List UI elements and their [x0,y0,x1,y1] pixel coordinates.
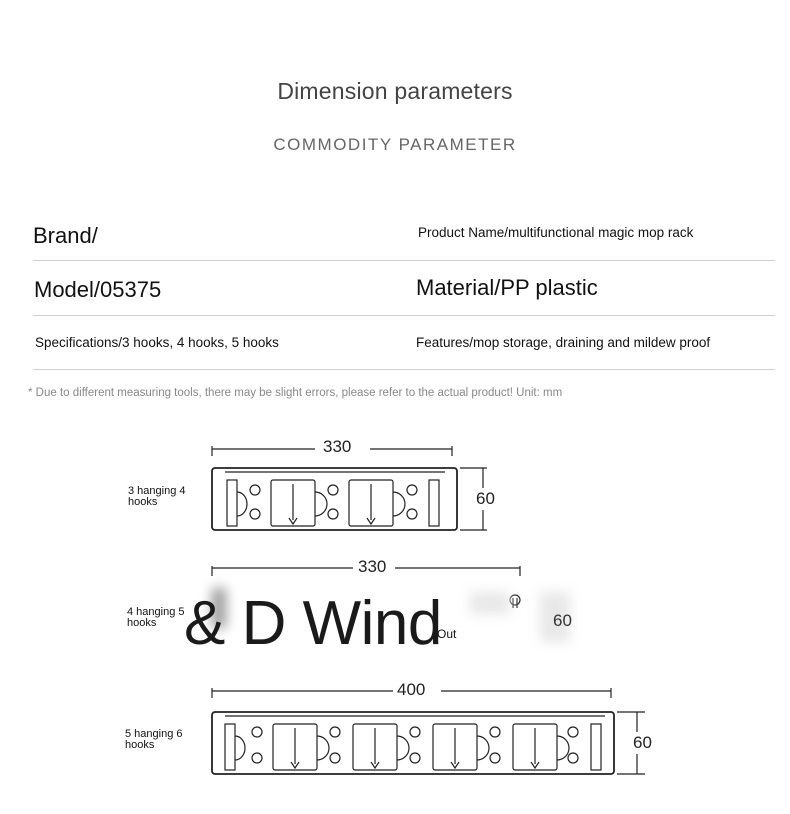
rack1-label: 3 hanging 4 hooks [128,485,186,508]
material-label: Material/PP plastic [416,275,598,300]
rack3-width-dimension: 400 [393,680,429,700]
measurement-note: * Due to different measuring tools, there may be slight errors, please refer to the actual product! Unit: mm [28,387,563,399]
watermark-overlay-text: & D Wind [184,589,442,658]
model-label: Model/05375 [34,277,162,302]
page-title: Dimension parameters [277,78,513,104]
specifications-label: Specifications/3 hooks, 4 hooks, 5 hooks [35,335,279,350]
rack3-diagram [205,682,665,782]
product-name-label: Product Name/multifunctional magic mop rack [418,225,694,240]
table-divider [33,369,775,370]
page-subtitle: COMMODITY PARAMETER [273,135,517,154]
brand-label: Brand/ [33,223,98,248]
rack3-height-dimension: 60 [629,733,656,753]
rack1-height-dimension: 60 [472,489,499,509]
features-label: Features/mop storage, draining and mildew proof [416,335,711,350]
rack2-label: 4 hanging 5 hooks [127,606,185,629]
rack1-width-dimension: 330 [319,437,355,457]
image-artifact [470,592,510,614]
rack3-label: 5 hanging 6 hooks [125,728,183,751]
out-label: Out [437,627,457,641]
table-divider [33,315,775,316]
rack2-width-dimension: 330 [354,557,390,577]
table-divider [33,260,775,261]
rack2-height-dimension: 60 [553,611,572,630]
